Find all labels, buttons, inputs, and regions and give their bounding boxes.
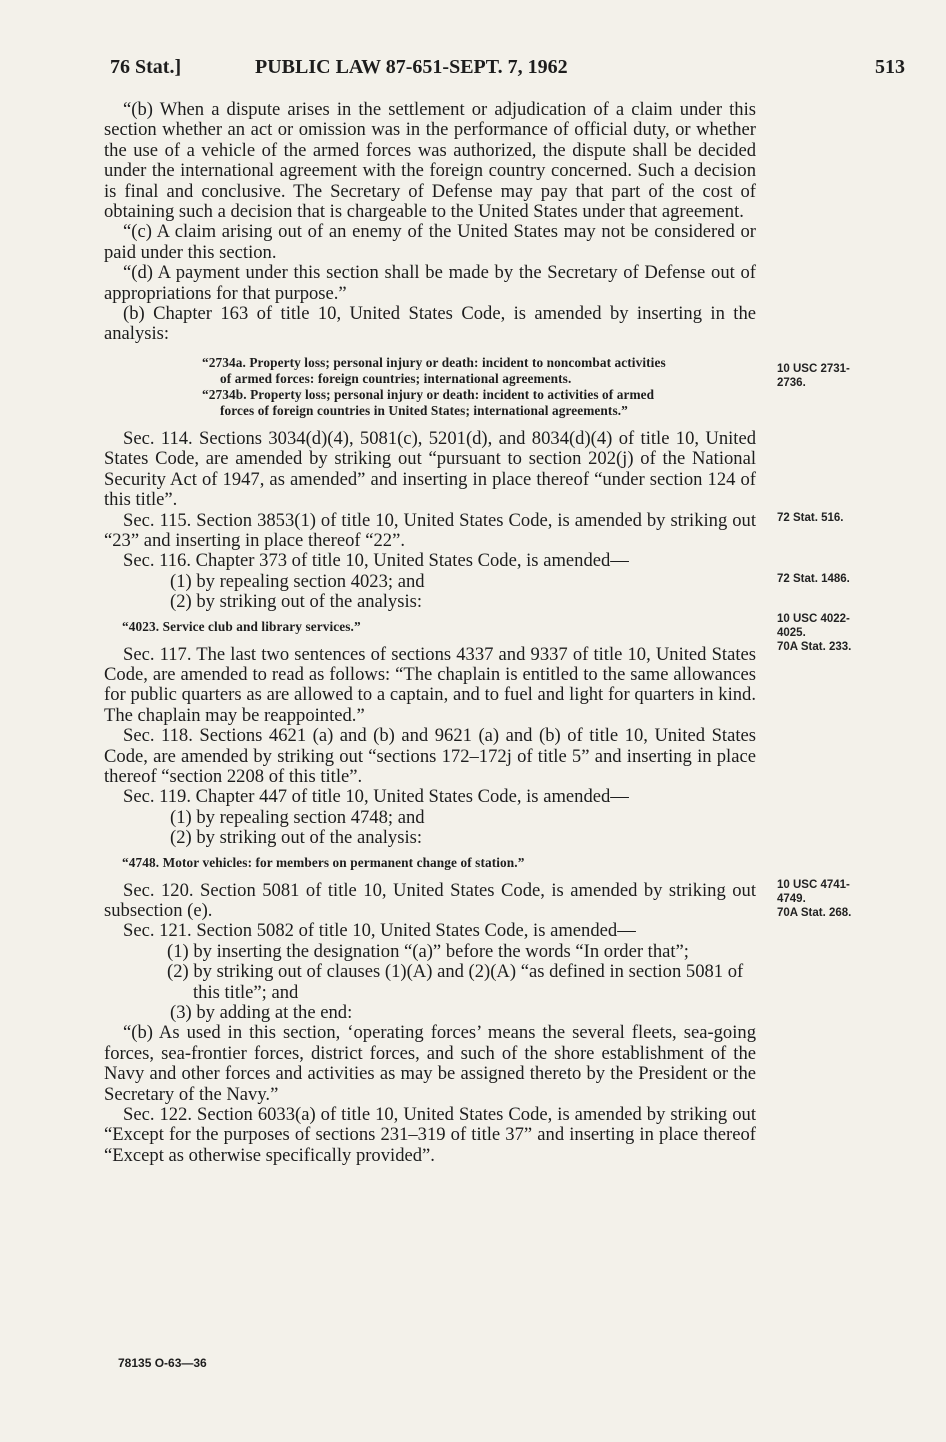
body-text [104,100,756,1166]
section-121-item-2: (2) by striking out of clauses (1)(A) and (2)(A) “as defined in section 5081 of this title”; and [167,961,744,1003]
quoted-analysis-4023: “4023. Service club and library services.” [122,618,361,634]
section-119-item-1: (1) by repealing section 4748; and [170,806,425,828]
section-117: Sec. 117. The last two sentences of sections 4337 and 9337 of title 10, United States Code, are amended to read as follows: “The chaplain is entitled to the same allowances for public quarters as are allowed to a captain, and to fuel and light for quarters in kind. The chaplain may be reappointed.” [104,643,756,726]
section-121: Sec. 121. Section 5082 of title 10, United States Code, is amended— [123,920,636,942]
quoted-analysis-2734b [104,387,756,419]
quote-line: “2734a. Property loss; personal injury or death: incident to noncombat activities [202,354,666,370]
margin-citation-10-usc-4741: 10 USC 4741- 4749. 70A Stat. 268. [777,879,852,919]
paragraph-c-enemy-claim: “(c) A claim arising out of an enemy of the United States may not be considered or paid under this section. [104,221,756,263]
quote-line: “2734b. Property loss; personal injury or death: incident to activities of armed [202,386,655,402]
section-120: Sec. 120. Section 5081 of title 10, United States Code, is amended by striking out subsection (e). [104,879,756,921]
print-code: 78135 O-63—36 [118,1356,207,1370]
section-121-item-3: (3) by adding at the end: [170,1002,353,1024]
section-114: Sec. 114. Sections 3034(d)(4), 5081(c), 5201(d), and 8034(d)(4) of title 10, United States Code, are amended by striking out “pursuant to section 202(j) of the National Security Act of 1947, as amended” and inserting in place thereof “under section 124 of this title”. [104,427,756,511]
margin-citation-10-usc-4022: 10 USC 4022- 4025. 70A Stat. 233. [777,613,852,653]
margin-citation-72-stat-516: 72 Stat. 516. [777,512,844,524]
page-number: 513 [875,56,905,78]
paragraph-b-dispute: “(b) When a dispute arises in the settlement or adjudication of a claim under this section whether an act or omission was in the performance of official duty, or whether the use of a vehicle of the armed forces was authorized, the dispute shall be decided under the international agreement with the foreign country concerned. Such a decision is final and conclusive. The Secretary of Defense may pay that part of the cost of obtaining such a decision that is chargeable to the United States under that agreement. [104,99,756,223]
page-header [110,56,905,84]
margin-citation-72-stat-1486: 72 Stat. 1486. [777,573,850,585]
section-121-subsection-b: “(b) As used in this section, ‘operating forces’ means the several fleets, sea-going forces, sea-frontier forces, district forces, and such of the shore establishment of the Navy and other forces and activities as may be assigned thereto by the President or the Secretary of the Navy.” [104,1022,756,1105]
law-title: PUBLIC LAW 87-651-SEPT. 7, 1962 [255,56,568,78]
section-119-item-2: (2) by striking out of the analysis: [170,827,423,849]
section-115: Sec. 115. Section 3853(1) of title 10, United States Code, is amended by striking out “23” and inserting in place thereof “22”. [104,509,756,551]
section-119: Sec. 119. Chapter 447 of title 10, United States Code, is amended— [123,786,629,808]
section-116-item-2: (2) by striking out of the analysis: [170,591,423,613]
section-121-item-1: (1) by inserting the designation “(a)” before the words “In order that”; [167,940,689,962]
margin-citation-10-usc-2731: 10 USC 2731- 2736. [777,363,850,389]
volume-reference: 76 Stat.] [110,56,182,78]
paragraph-d-payment: “(d) A payment under this section shall be made by the Secretary of Defense out of appropriations for that purpose.” [104,262,756,304]
section-116: Sec. 116. Chapter 373 of title 10, United States Code, is amended— [123,550,629,572]
section-118: Sec. 118. Sections 4621 (a) and (b) and 9621 (a) and (b) of title 10, United States Code, are amended by striking out “sections 172–172j of title 5” and inserting in place thereof “section 2208 of this title”. [104,725,756,787]
section-122: Sec. 122. Section 6033(a) of title 10, United States Code, is amended by striking out “Except for the purposes of sections 231–319 of title 37” and inserting in place thereof “Except as otherwise specifically provided”. [104,1104,756,1166]
quoted-analysis-4748: “4748. Motor vehicles: for members on permanent change of station.” [122,854,525,870]
quote-line: forces of foreign countries in United States; international agreements.” [220,402,628,418]
paragraph-chapter-163: (b) Chapter 163 of title 10, United States Code, is amended by inserting in the analysis: [104,303,756,345]
quoted-analysis-2734a [104,355,756,387]
quote-line: of armed forces: foreign countries; international agreements. [220,370,572,386]
section-116-item-1: (1) by repealing section 4023; and [170,570,425,592]
